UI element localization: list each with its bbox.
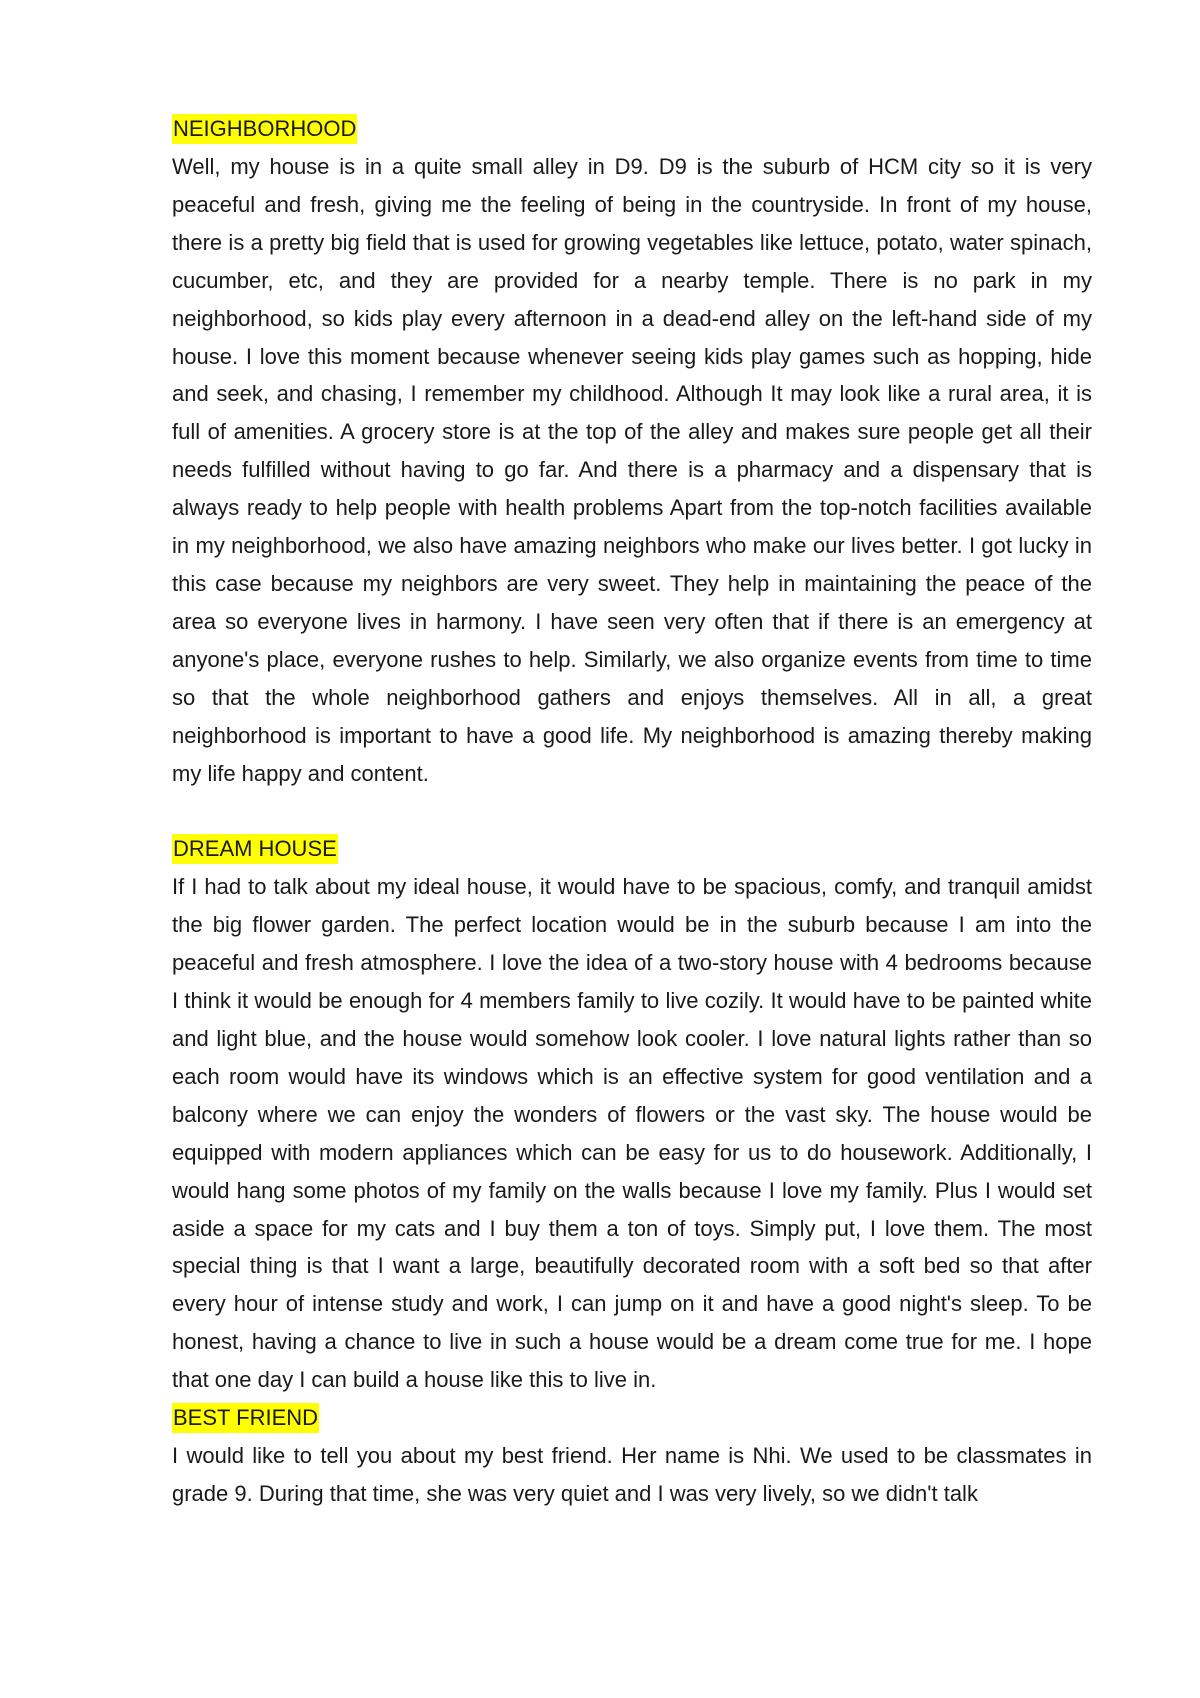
section-heading: DREAM HOUSE: [172, 834, 338, 864]
section-paragraph: Well, my house is in a quite small alley in D9. D9 is the suburb of HCM city so it is very peaceful and fresh, giving me the feeling of being in the countryside. In front of my house, there is a pretty big field that is used for growing vegetables like lettuce, potato, water spinach, cucumber, etc, and they are provided for a nearby temple. There is no park in my neighborhood, so kids play every afternoon in a dead-end alley on the left-hand side of my house. I love this moment because whenever seeing kids play games such as hopping, hide and seek, and chasing, I remember my childhood. Although It may look like a rural area, it is full of amenities. A grocery store is at the top of the alley and makes sure people get all their needs fulfilled without having to go far. And there is a pharmacy and a dispensary that is always ready to help people with health problems Apart from the top-notch facilities available in my neighborhood, we also have amazing neighbors who make our lives better. I got lucky in this case because my neighbors are very sweet. They help in maintaining the peace of the area so everyone lives in harmony. I have seen very often that if there is an emergency at anyone's place, everyone rushes to help. Similarly, we also organize events from time to time so that the whole neighborhood gathers and enjoys themselves. All in all, a great neighborhood is important to have a good life. My neighborhood is amazing thereby making my life happy and content.: [172, 154, 1092, 786]
section-dream-house: [172, 830, 1092, 1399]
document-page: [172, 110, 1092, 1513]
section-best-friend: [172, 1399, 1092, 1513]
section-heading: BEST FRIEND: [172, 1403, 319, 1433]
section-neighborhood: [172, 110, 1092, 792]
section-paragraph: If I had to talk about my ideal house, it would have to be spacious, comfy, and tranquil amidst the big flower garden. The perfect location would be in the suburb because I am into the peaceful and fresh atmosphere. I love the idea of a two-story house with 4 bedrooms because I think it would be enough for 4 members family to live cozily. It would have to be painted white and light blue, and the house would somehow look cooler. I love natural lights rather than so each room would have its windows which is an effective system for good ventilation and a balcony where we can enjoy the wonders of flowers or the vast sky. The house would be equipped with modern appliances which can be easy for us to do housework. Additionally, I would hang some photos of my family on the walls because I love my family. Plus I would set aside a space for my cats and I buy them a ton of toys. Simply put, I love them. The most special thing is that I want a large, beautifully decorated room with a soft bed so that after every hour of intense study and work, I can jump on it and have a good night's sleep. To be honest, having a chance to live in such a house would be a dream come true for me. I hope that one day I can build a house like this to live in.: [172, 874, 1092, 1393]
section-heading: NEIGHBORHOOD: [172, 114, 357, 144]
section-paragraph: I would like to tell you about my best friend. Her name is Nhi. We used to be classmates in grade 9. During that time, she was very quiet and I was very lively, so we didn't talk: [172, 1443, 1092, 1506]
paragraph-spacer: [172, 792, 1092, 830]
